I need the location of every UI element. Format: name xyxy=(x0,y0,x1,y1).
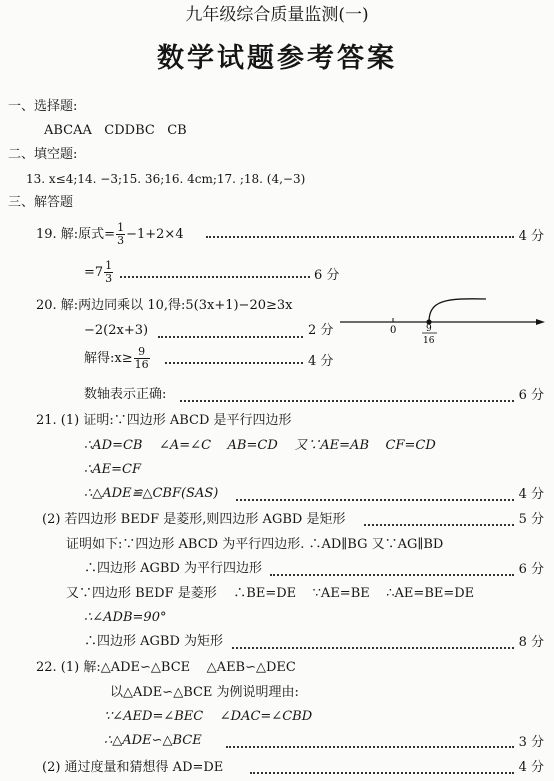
q19-frac1-den: 3 xyxy=(117,234,125,247)
q20-line4: 数轴表示正确: xyxy=(84,387,167,402)
q21-leader-3 xyxy=(270,574,514,576)
q21-leader-1 xyxy=(236,499,514,501)
q19-frac2-num: 1 xyxy=(105,259,113,272)
q20-line3-text: 解得:x≥ xyxy=(84,351,133,366)
number-line-label-num: 9 xyxy=(426,324,432,334)
q19-frac2-den: 3 xyxy=(105,272,113,285)
q19-line2 xyxy=(84,260,114,285)
section-heading-solve: 三、解答题 xyxy=(8,195,74,210)
section-heading-fill: 二、填空题: xyxy=(8,147,78,162)
q20-fraction xyxy=(134,346,150,371)
q21-score-4: 8 分 xyxy=(518,635,544,650)
q22-score-1: 3 分 xyxy=(518,735,544,750)
q21-line4: ∴△ADE≌△CBF(SAS) xyxy=(84,486,219,501)
q22-leader-1 xyxy=(226,746,514,748)
q22-line2: 以△ADE∽△BCE 为例说明理由: xyxy=(110,685,299,700)
q21-line7: ∴四边形 AGBD 为平行四边形 xyxy=(84,561,263,576)
exam-subtitle: 九年级综合质量监测(一) xyxy=(185,5,369,25)
number-line-label-zero: 0 xyxy=(390,325,397,336)
q22-line4: ∴△ADE∽△BCE xyxy=(104,733,202,748)
q20-score-2: 4 分 xyxy=(308,354,334,369)
q21-score-1: 4 分 xyxy=(518,487,544,502)
q19-score-1: 4 分 xyxy=(518,229,544,244)
q21-line8: 又∵四边形 BEDF 是菱形 ∴BE=DE ∵AE=BE ∴AE=BE=DE xyxy=(66,586,475,601)
q20-leader-3 xyxy=(180,400,514,402)
q21-line5: (2) 若四边形 BEDF 是菱形,则四边形 AGBD 是矩形 xyxy=(42,512,346,527)
q20-line2: −2(2x+3) xyxy=(84,323,149,338)
q21-leader-2 xyxy=(364,524,514,526)
q21-line10: ∴四边形 AGBD 为矩形 xyxy=(84,634,224,649)
q19-line2-text: =7 xyxy=(84,265,104,280)
q21-score-3: 6 分 xyxy=(518,562,544,577)
number-line xyxy=(336,292,548,354)
q20-leader-1 xyxy=(158,336,303,338)
q20-leader-2 xyxy=(165,362,303,364)
q22-line1: 22. (1) 解:△ADE∽△BCE △AEB∽△DEC xyxy=(36,660,296,675)
q19-line1-text-b: −1+2×4 xyxy=(126,227,184,242)
q22-score-2: 4 分 xyxy=(518,760,544,775)
q19-line1 xyxy=(36,222,184,247)
q21-line9: ∴∠ADB=90° xyxy=(84,610,167,625)
q19-frac1-num: 1 xyxy=(117,221,125,234)
fill-answers: 13. x≤4;14. −3;15. 36;16. 4cm;17. ;18. (4,−3) xyxy=(26,172,306,186)
q21-line2: ∴AD=CB ∠A=∠C AB=CD 又∵AE=AB CF=CD xyxy=(84,438,436,453)
q20-frac-den: 16 xyxy=(134,358,149,371)
number-line-arrow xyxy=(536,319,545,325)
q21-line3: ∴AE=CF xyxy=(84,462,142,477)
number-line-solution-ray xyxy=(429,299,486,322)
q19-fraction-2 xyxy=(104,260,113,285)
q21-line1: 21. (1) 证明:∵四边形 ABCD 是平行四边形 xyxy=(36,413,292,428)
choice-answers: ABCAA CDDBC CB xyxy=(44,123,187,138)
q19-fraction-1 xyxy=(116,222,125,247)
q19-leader-1 xyxy=(206,236,514,238)
page-title: 数学试题参考答案 xyxy=(157,43,397,74)
number-line-label-den: 16 xyxy=(423,336,435,346)
q22-line5: (2) 通过度量和猜想得 AD=DE xyxy=(42,760,224,775)
q22-line3: ∵∠AED=∠BEC ∠DAC=∠CBD xyxy=(104,709,313,724)
section-heading-choice: 一、选择题: xyxy=(8,99,78,114)
q20-score-3: 6 分 xyxy=(518,388,544,403)
q21-leader-4 xyxy=(232,647,514,649)
q22-leader-2 xyxy=(250,772,514,774)
q19-leader-2 xyxy=(120,276,310,278)
q21-line6: 证明如下:∵四边形 ABCD 为平行四边形. ∴AD∥BG 又∵AG∥BD xyxy=(66,537,444,552)
q19-score-2: 6 分 xyxy=(314,268,340,283)
q20-frac-num: 9 xyxy=(134,346,150,359)
q21-score-2: 5 分 xyxy=(518,512,544,527)
q19-line1-text-a: 19. 解:原式= xyxy=(36,227,116,242)
q20-score-1: 2 分 xyxy=(308,323,334,338)
q20-line3 xyxy=(84,346,151,371)
q20-line1: 20. 解:两边同乘以 10,得:5(3x+1)−20≥3x xyxy=(36,298,293,313)
